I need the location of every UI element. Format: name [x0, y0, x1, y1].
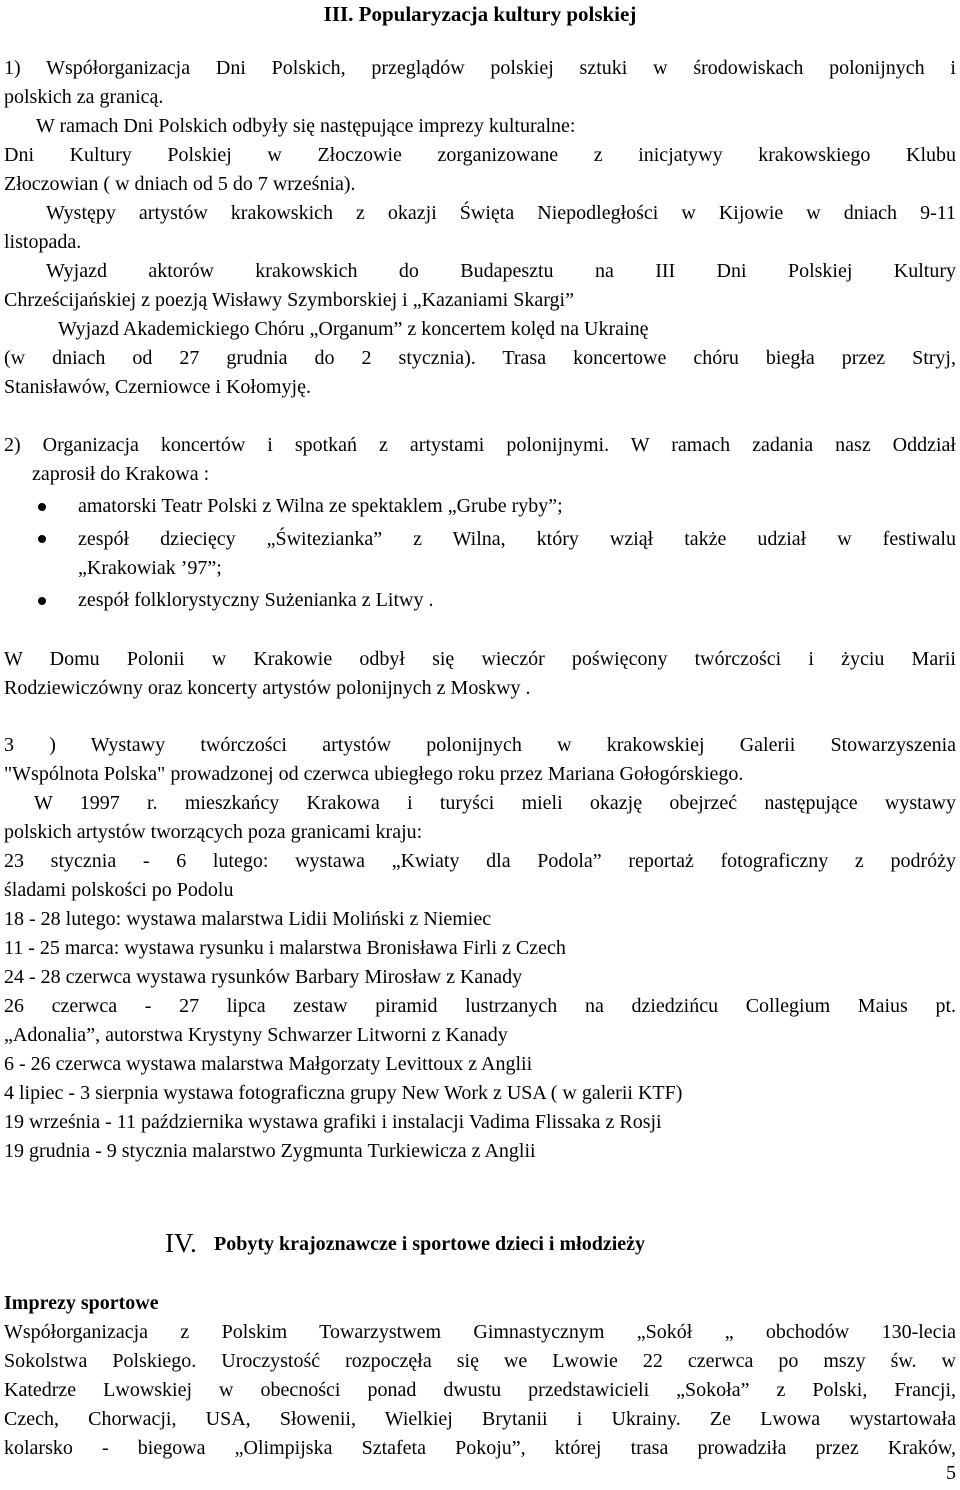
bullet-icon — [38, 503, 46, 511]
exhibition-line-8: 6 - 26 czerwca wystawa malarstwa Małgorzaty Levittoux z Anglii — [4, 1053, 533, 1075]
item-1-line-10: Wyjazd Akademickiego Chóru „Organum” z koncertem kolęd na Ukrainę — [58, 318, 649, 340]
exhibition-line-1: 23 stycznia - 6 lutego: wystawa „Kwiaty dla Podola” reportaż fotograficzny z podróży — [4, 850, 956, 872]
bullet-item-1: amatorski Teatr Polski z Wilna ze spektaklem „Grube ryby”; — [78, 495, 563, 517]
item-1-line-3: W ramach Dni Polskich odbyły się następujące imprezy kulturalne: — [36, 115, 576, 137]
sports-line-2: Sokolstwa Polskiego. Uroczystość rozpoczęła się we Lwowie 22 czerwca po mszy św. w — [4, 1350, 956, 1372]
item-2-line-1: 2) Organizacja koncertów i spotkań z artystami polonijnymi. W ramach zadania nasz Oddział — [4, 434, 956, 456]
exhibition-line-7: „Adonalia”, autorstwa Krystyny Schwarzer Litworni z Kanady — [4, 1024, 508, 1046]
item-1-line-11: (w dniach od 27 grudnia do 2 stycznia). Trasa koncertowe chóru biegła przez Stryj, — [4, 347, 956, 369]
item-1-line-9: Chrześcijańskiej z poezją Wisławy Szymborskiej i „Kazaniami Skargi” — [4, 289, 574, 311]
exhibition-line-3: 18 - 28 lutego: wystawa malarstwa Lidii Moliński z Niemiec — [4, 908, 492, 930]
bullet-item-3: zespół folklorystyczny Sużenianka z Litwy . — [78, 589, 434, 611]
subheading-sports-events: Imprezy sportowe — [4, 1292, 159, 1314]
item-3-line-1: 3 ) Wystawy twórczości artystów polonijnych w krakowskiej Galerii Stowarzyszenia — [4, 734, 956, 756]
bullet-icon — [38, 535, 46, 543]
item-1-line-12: Stanisławów, Czerniowce i Kołomyję. — [4, 376, 311, 398]
item-2-line-2: zaprosił do Krakowa : — [32, 463, 210, 485]
section-4-title: Pobyty krajoznawcze i sportowe dzieci i młodzieży — [214, 1233, 646, 1255]
sports-line-3: Katedrze Lwowskiej w obecności ponad dwustu przedstawicieli „Sokoła” z Polski, Francji, — [4, 1379, 956, 1401]
exhibition-line-9: 4 lipiec - 3 sierpnia wystawa fotograficzna grupy New Work z USA ( w galerii KTF) — [4, 1082, 683, 1104]
item-1-line-2: polskich za granicą. — [4, 86, 164, 108]
item-1-line-6: Występy artystów krakowskich z okazji Święta Niepodległości w Kijowie w dniach 9-11 — [46, 202, 956, 224]
exhibition-line-2: śladami polskości po Podolu — [4, 879, 234, 901]
sports-line-4: Czech, Chorwacji, USA, Słowenii, Wielkiej Brytanii i Ukrainy. Ze Lwowa wystartowała — [4, 1408, 956, 1430]
item-3-line-4: polskich artystów tworzących poza granicami kraju: — [4, 821, 423, 843]
bullet-item-2: zespół dziecięcy „Świtezianka” z Wilna, który wziął także udział w festiwalu — [78, 528, 956, 550]
sports-line-5: kolarsko - biegowa „Olimpijska Sztafeta Pokoju”, której trasa prowadziła przez Kraków, — [4, 1437, 956, 1459]
item-3-line-3: W 1997 r. mieszkańcy Krakowa i turyści mieli okazję obejrzeć następujące wystawy — [34, 792, 956, 814]
bullet-icon — [38, 597, 46, 605]
section-3-title: III. Popularyzacja kultury polskiej — [323, 2, 637, 26]
exhibition-line-11: 19 grudnia - 9 stycznia malarstwo Zygmunta Turkiewicza z Anglii — [4, 1140, 536, 1162]
exhibition-line-6: 26 czerwca - 27 lipca zestaw piramid lustrzanych na dziedzińcu Collegium Maius pt. — [4, 995, 956, 1017]
polonia-house-line-2: Rodziewiczówny oraz koncerty artystów polonijnych z Moskwy . — [4, 677, 531, 699]
exhibition-line-10: 19 września - 11 października wystawa grafiki i instalacji Vadima Flissaka z Rosji — [4, 1111, 662, 1133]
exhibition-line-4: 11 - 25 marca: wystawa rysunku i malarstwa Bronisława Firli z Czech — [4, 937, 566, 959]
item-1-line-7: listopada. — [4, 231, 82, 253]
page-number: 5 — [946, 1462, 956, 1484]
item-1-line-8: Wyjazd aktorów krakowskich do Budapesztu na III Dni Polskiej Kultury — [46, 260, 956, 282]
section-4-numeral: IV. — [165, 1228, 197, 1258]
bullet-item-2-continuation: „Krakowiak ’97”; — [78, 557, 222, 579]
item-1-line-5: Złoczowian ( w dniach od 5 do 7 września). — [4, 173, 356, 195]
item-3-line-2: "Wspólnota Polska" prowadzonej od czerwca ubiegłego roku przez Mariana Gołogórskiego. — [4, 763, 744, 785]
exhibition-line-5: 24 - 28 czerwca wystawa rysunków Barbary Mirosław z Kanady — [4, 966, 523, 988]
sports-line-1: Współorganizacja z Polskim Towarzystwem Gimnastycznym „Sokół „ obchodów 130-lecia — [4, 1321, 956, 1343]
item-1-line-1: 1) Współorganizacja Dni Polskich, przeglądów polskiej sztuki w środowiskach polonijnych i — [4, 57, 956, 79]
polonia-house-line-1: W Domu Polonii w Krakowie odbył się wieczór poświęcony twórczości i życiu Marii — [4, 648, 956, 670]
item-1-line-4: Dni Kultury Polskiej w Złoczowie zorganizowane z inicjatywy krakowskiego Klubu — [4, 144, 956, 166]
